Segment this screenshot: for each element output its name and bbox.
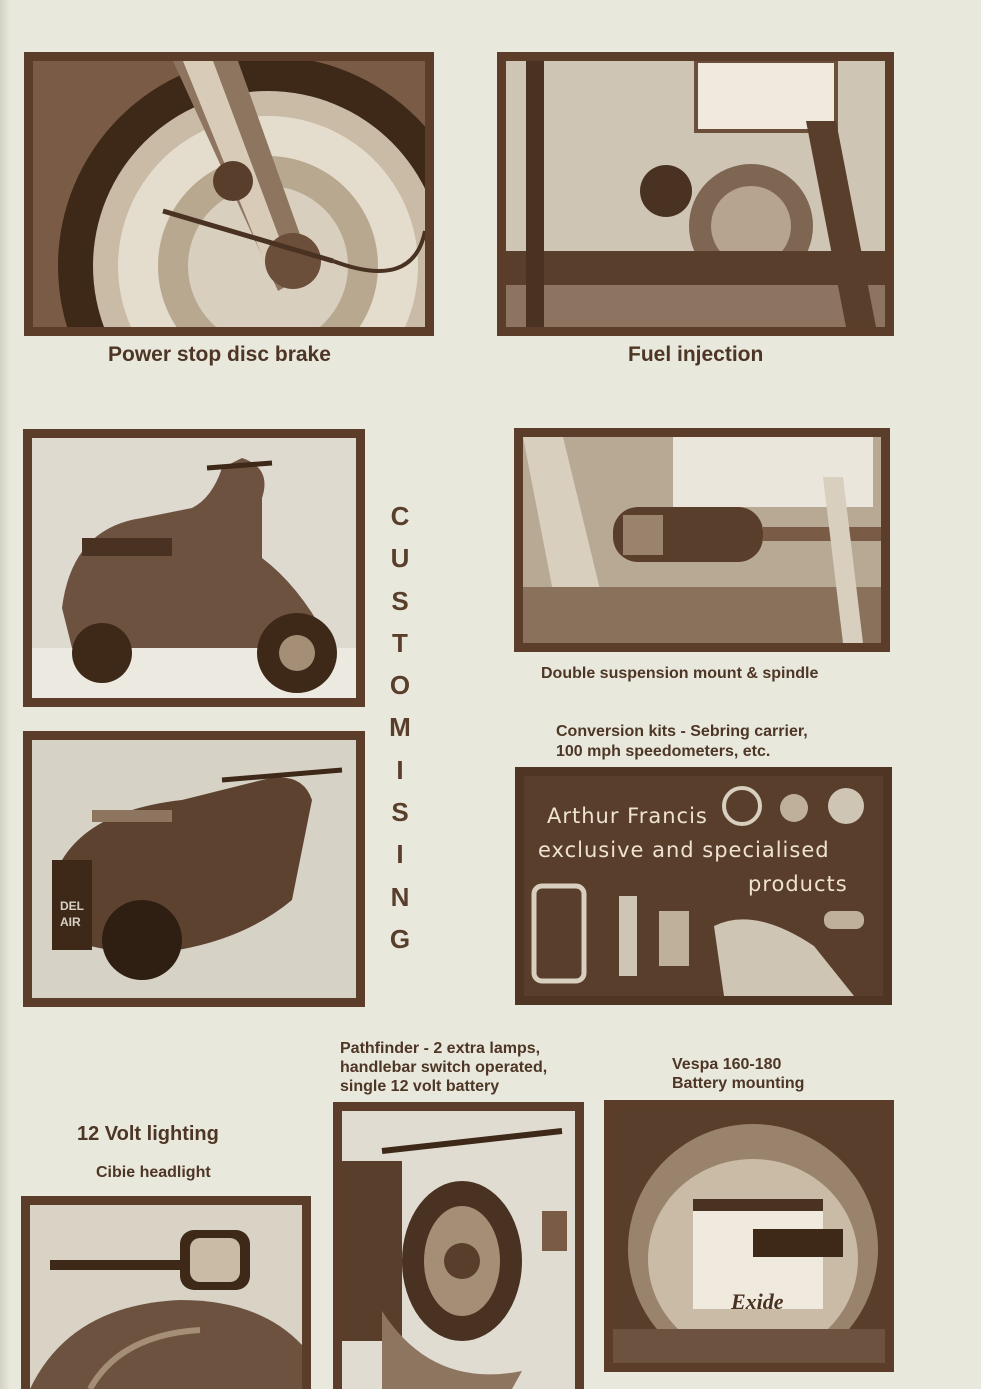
caption-disc-brake: Power stop disc brake: [108, 343, 331, 366]
vertical-letter: S: [391, 797, 409, 828]
svg-text:Exide: Exide: [731, 1289, 784, 1314]
photo-suspension: [514, 428, 890, 652]
caption-lighting-title: 12 Volt lighting: [77, 1123, 219, 1145]
photo-pathfinder: [333, 1102, 584, 1389]
caption-conversion-line2: 100 mph speedometers, etc.: [556, 743, 771, 760]
vertical-letter: I: [396, 839, 404, 870]
caption-pathfinder-line1: Pathfinder - 2 extra lamps,: [340, 1040, 541, 1057]
photo-arthur-francis-advert: [515, 767, 892, 1005]
vertical-letter: T: [392, 627, 408, 658]
vertical-letter: N: [390, 881, 410, 912]
advert-products: products: [748, 872, 848, 896]
photo-scooter-rear: [23, 731, 365, 1007]
vertical-letter: O: [389, 670, 411, 701]
advert-brand: Arthur Francis: [547, 804, 708, 828]
caption-suspension: Double suspension mount & spindle: [541, 665, 819, 682]
page-edge: [0, 0, 10, 1389]
caption-conversion-line1: Conversion kits - Sebring carrier,: [556, 723, 808, 740]
photo-fuel-injection: [497, 52, 894, 336]
caption-pathfinder-line3: single 12 volt battery: [340, 1078, 500, 1095]
vertical-letter: U: [390, 543, 410, 574]
caption-fuel-injection: Fuel injection: [628, 343, 764, 366]
caption-pathfinder-line2: handlebar switch operated,: [340, 1059, 548, 1076]
vertical-letter: G: [389, 923, 411, 954]
svg-text:AIR: AIR: [60, 915, 81, 929]
photo-cibie-headlight: [21, 1196, 311, 1389]
vertical-letter: C: [390, 501, 410, 531]
advert-tagline: exclusive and specialised: [538, 838, 830, 862]
caption-battery-line2: Battery mounting: [672, 1075, 805, 1092]
vertical-letter: S: [391, 585, 409, 616]
vertical-letter: I: [396, 754, 404, 785]
customising-vertical-title: [382, 495, 418, 960]
caption-battery-line1: Vespa 160-180: [672, 1056, 782, 1073]
photo-scooter-side: [23, 429, 365, 707]
caption-lighting-sub: Cibie headlight: [96, 1164, 211, 1181]
photo-battery-mounting: [604, 1100, 894, 1372]
photo-disc-brake: [24, 52, 434, 336]
svg-text:DEL: DEL: [60, 899, 84, 913]
vertical-letter: M: [389, 712, 411, 743]
